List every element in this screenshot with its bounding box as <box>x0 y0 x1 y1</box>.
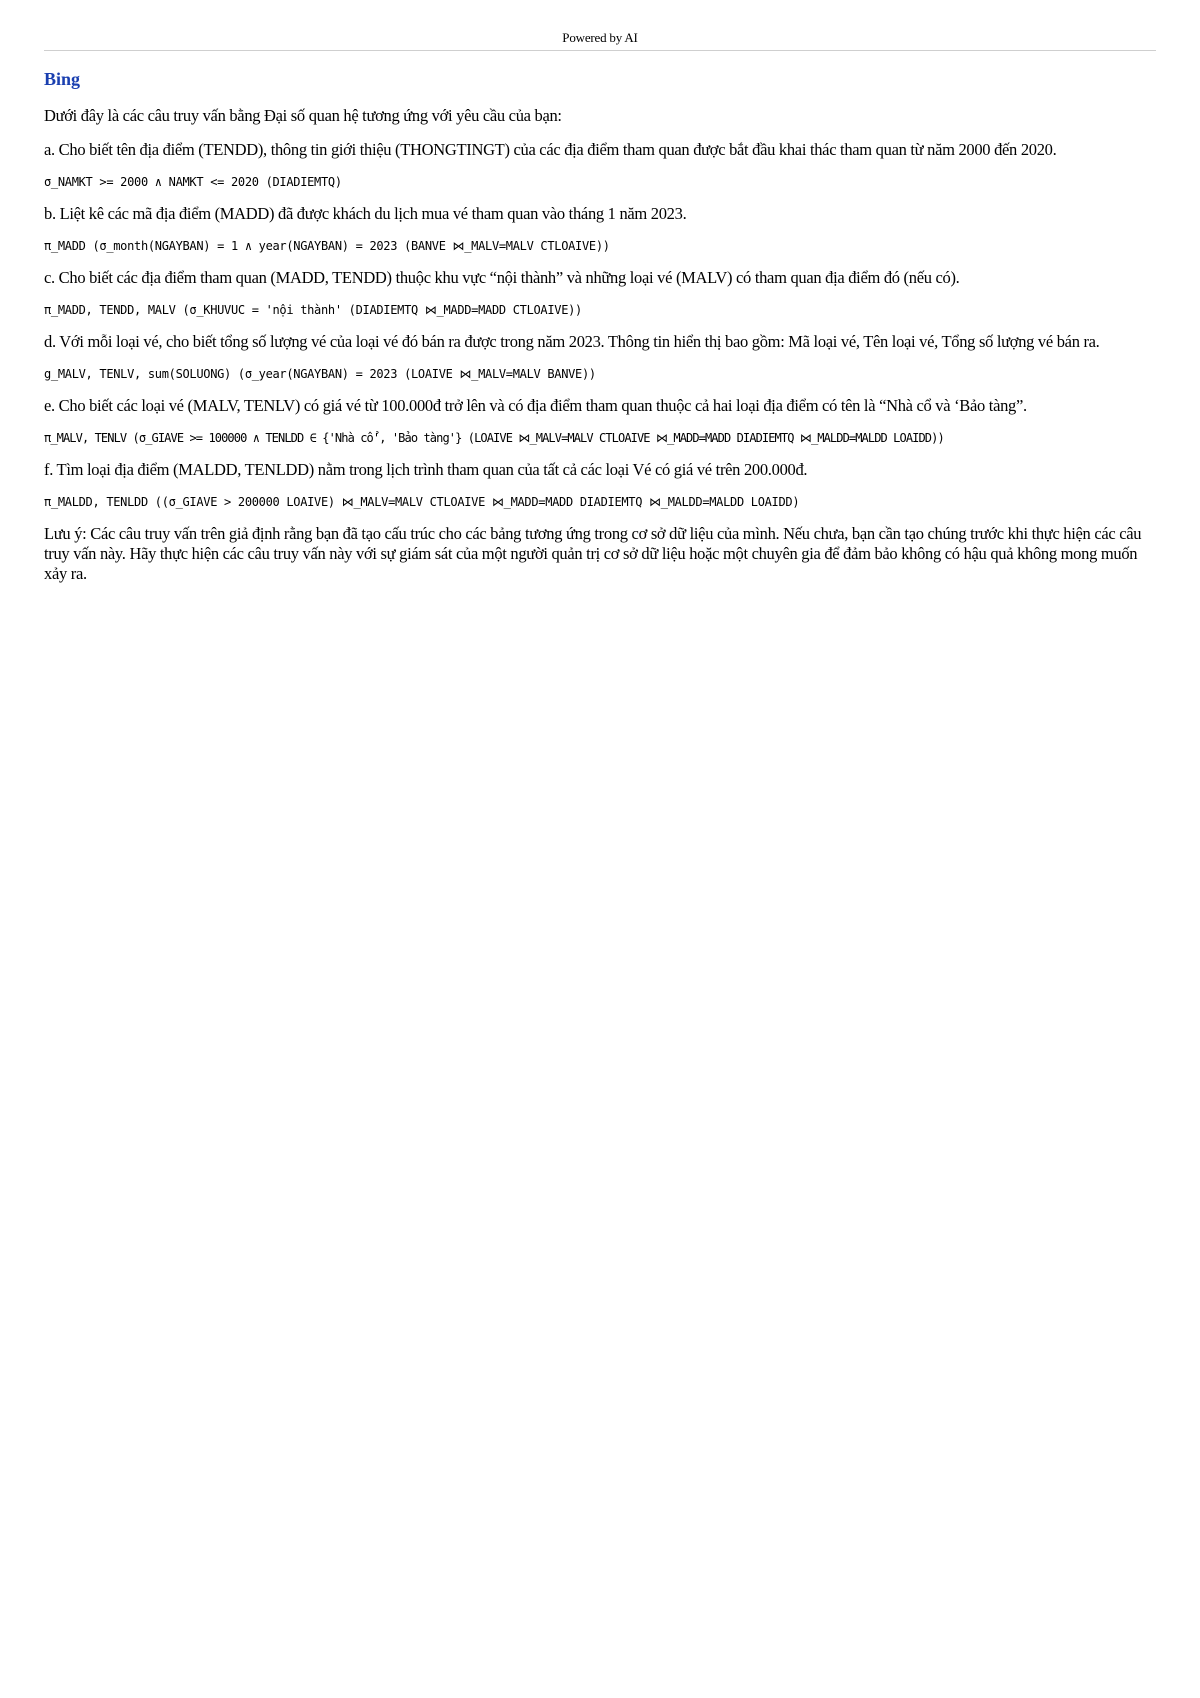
question-c: c. Cho biết các địa điểm tham quan (MADD, TENDD) thuộc khu vực “nội thành” và những loại vé (MALV) có tham quan địa điểm đó (nếu có). <box>44 268 960 287</box>
query-a: σ_NAMKT >= 2000 ∧ NAMKT <= 2020 (DIADIEMTQ) <box>44 175 342 189</box>
query-f: π_MALDD, TENLDD ((σ_GIAVE > 200000 LOAIVE) ⋈_MALV=MALV CTLOAIVE ⋈_MADD=MADD DIADIEMTQ ⋈_MALDD=MALDD LOAIDD) <box>44 495 800 509</box>
intro-text: Dưới đây là các câu truy vấn bằng Đại số quan hệ tương ứng với yêu cầu của bạn: <box>44 106 562 125</box>
page-title: Bing <box>44 69 81 89</box>
question-e: e. Cho biết các loại vé (MALV, TENLV) có giá vé từ 100.000đ trở lên và có địa điểm tham quan thuộc cả hai loại địa điểm có tên là “Nhà cổ và ‘Bảo tàng”. <box>44 396 1027 415</box>
question-d: d. Với mỗi loại vé, cho biết tổng số lượng vé của loại vé đó bán ra được trong năm 2023. Thông tin hiển thị bao gồm: Mã loại vé, Tên loại vé, Tổng số lượng vé bán ra. <box>44 332 1100 351</box>
note-text: Lưu ý: Các câu truy vấn trên giả định rằng bạn đã tạo cấu trúc cho các bảng tương ứng trong cơ sở dữ liệu của mình. Nếu chưa, bạn cần tạo chúng trước khi thực hiện các câu truy vấn này. Hãy thực hiện các câu truy vấn này với sự giám sát của một người quản trị cơ sở dữ liệu hoặc một chuyên gia để đảm bảo không có hậu quả không mong muốn xảy ra. <box>44 524 1142 583</box>
question-f: f. Tìm loại địa điểm (MALDD, TENLDD) nằm trong lịch trình tham quan của tất cả các loại Vé có giá vé trên 200.000đ. <box>44 460 808 479</box>
document-page <box>44 0 1156 584</box>
page-header: Powered by AI <box>44 0 1156 51</box>
query-d: g_MALV, TENLV, sum(SOLUONG) (σ_year(NGAYBAN) = 2023 (LOAIVE ⋈_MALV=MALV BANVE)) <box>44 367 596 381</box>
query-e: π_MALV, TENLV (σ_GIAVE >= 100000 ∧ TENLDD ∈ {'Nhà cổ', 'Bảo tàng'} (LOAIVE ⋈_MALV=MALV CTLOAIVE ⋈_MADD=MADD DIADIEMTQ ⋈_MALDD=MALDD LOAIDD)) <box>44 431 944 445</box>
question-a: a. Cho biết tên địa điểm (TENDD), thông tin giới thiệu (THONGTINGT) của các địa điểm tham quan được bắt đầu khai thác tham quan từ năm 2000 đến 2020. <box>44 140 1057 159</box>
query-b: π_MADD (σ_month(NGAYBAN) = 1 ∧ year(NGAYBAN) = 2023 (BANVE ⋈_MALV=MALV CTLOAIVE)) <box>44 239 610 253</box>
question-b: b. Liệt kê các mã địa điểm (MADD) đã được khách du lịch mua vé tham quan vào tháng 1 năm 2023. <box>44 204 687 223</box>
query-c: π_MADD, TENDD, MALV (σ_KHUVUC = 'nội thành' (DIADIEMTQ ⋈_MADD=MADD CTLOAIVE)) <box>44 303 582 317</box>
